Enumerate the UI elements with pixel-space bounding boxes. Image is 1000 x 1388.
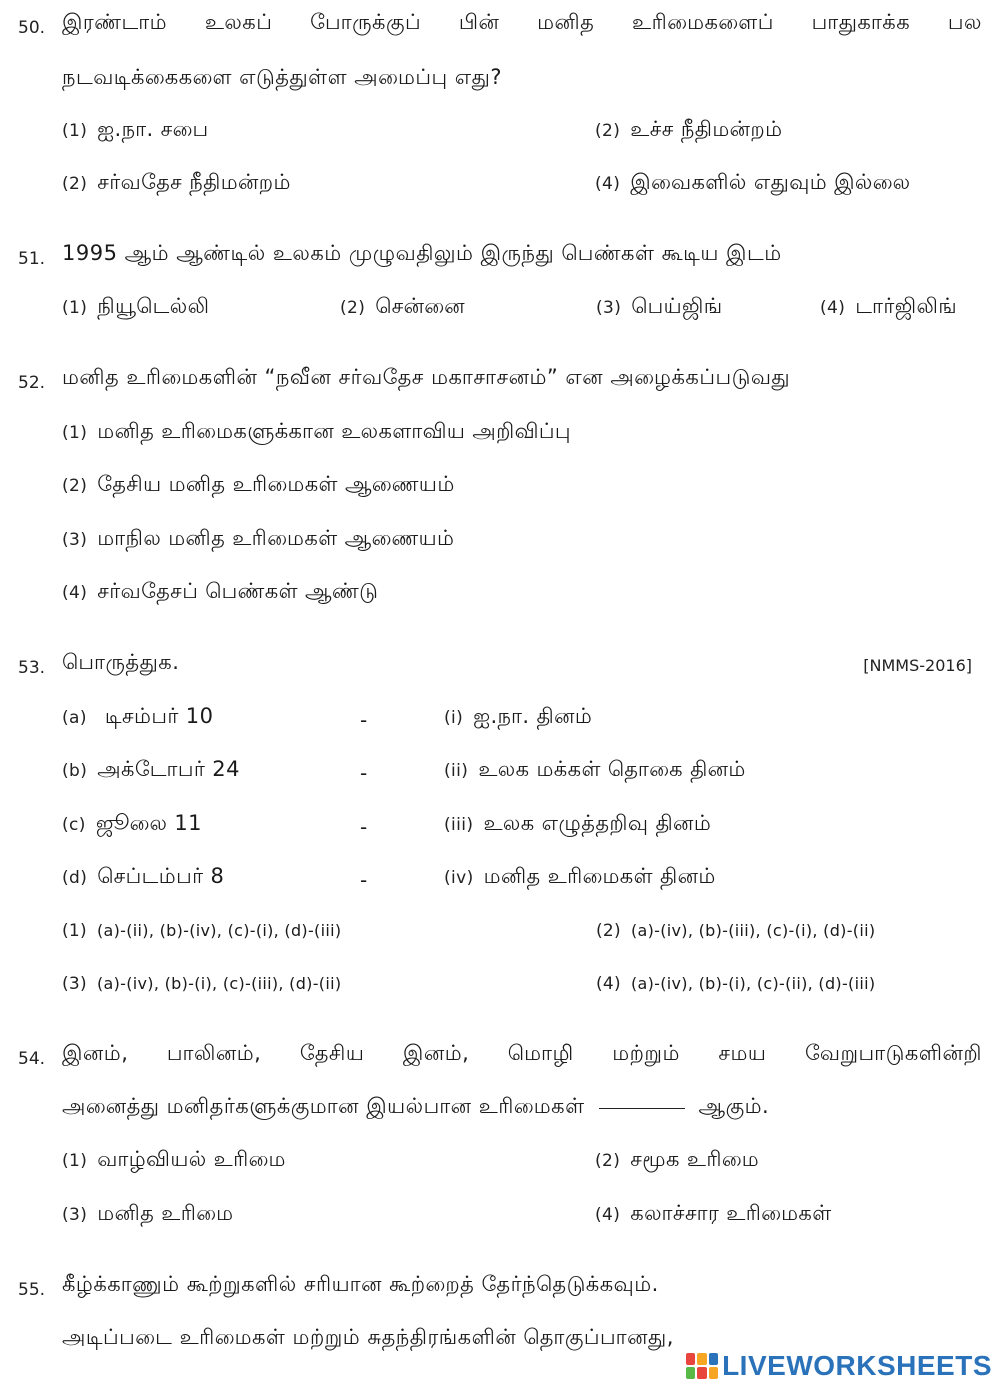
- question-text: இனம், பாலினம், தேசிய இனம், மொழி மற்றும் சமய வேறுபாடுகளின்றி: [62, 1041, 982, 1065]
- option[interactable]: (2) உச்ச நீதிமன்றம்: [595, 117, 783, 141]
- option[interactable]: (3) மாநில மனித உரிமைகள் ஆணையம்: [62, 526, 455, 550]
- question-52-line1: [0, 365, 1000, 405]
- match-row: [0, 811, 1000, 851]
- match-left: (c) ஜூலை 11: [62, 811, 202, 835]
- match-right: (i) ஐ.நா. தினம்: [444, 704, 593, 728]
- option[interactable]: (3) மனித உரிமை: [62, 1201, 234, 1225]
- question-number: 55.: [18, 1280, 46, 1300]
- match-left: (a) டிசம்பர் 10: [62, 704, 214, 728]
- question-number: 52.: [18, 373, 46, 393]
- question-53-options-row2: [0, 974, 1000, 1014]
- liveworksheets-logo: [686, 1350, 992, 1382]
- question-text: 1995 ஆம் ஆண்டில் உலகம் முழுவதிலும் இருந்து பெண்கள் கூடிய இடம்: [62, 241, 782, 265]
- question-53-line1: [0, 650, 1000, 690]
- question-text: பொருத்துக.: [62, 650, 180, 674]
- question-51-options: [0, 294, 1000, 334]
- option[interactable]: (4) இவைகளில் எதுவும் இல்லை: [595, 170, 911, 194]
- match-row: [0, 864, 1000, 904]
- option[interactable]: (4) (a)-(iv), (b)-(i), (c)-(ii), (d)-(iii): [596, 974, 876, 994]
- question-text: அனைத்து மனிதர்களுக்குமான இயல்பான உரிமைகள் ஆகும்.: [62, 1094, 770, 1118]
- question-52-option-3: [0, 526, 1000, 566]
- option[interactable]: (4) டார்ஜிலிங்: [820, 294, 958, 318]
- option[interactable]: (1) நியூடெல்லி: [62, 294, 210, 318]
- option[interactable]: (1) (a)-(ii), (b)-(iv), (c)-(i), (d)-(iii): [62, 921, 342, 941]
- answer-blank[interactable]: [599, 1108, 685, 1109]
- match-right: (iii) உலக எழுத்தறிவு தினம்: [444, 811, 712, 835]
- question-55-line1: [0, 1272, 1000, 1312]
- match-left: (d) செப்டம்பர் 8: [62, 864, 225, 888]
- option[interactable]: (2) தேசிய மனித உரிமைகள் ஆணையம்: [62, 472, 455, 496]
- option[interactable]: (4) கலாச்சார உரிமைகள்: [595, 1201, 832, 1225]
- question-text: கீழ்க்காணும் கூற்றுகளில் சரியான கூற்றைத் தேர்ந்தெடுக்கவும்.: [62, 1272, 659, 1296]
- question-number: 50.: [18, 18, 46, 38]
- option[interactable]: (2) சென்னை: [340, 294, 466, 318]
- option[interactable]: (1) ஐ.நா. சபை: [62, 117, 209, 141]
- logo-mark-icon: [686, 1353, 718, 1379]
- match-right: (iv) மனித உரிமைகள் தினம்: [444, 864, 716, 888]
- match-right: (ii) உலக மக்கள் தொகை தினம்: [444, 757, 746, 781]
- question-54-line1: [0, 1041, 1000, 1081]
- logo-text: LIVEWORKSHEETS: [722, 1350, 992, 1381]
- match-dash: -: [360, 708, 368, 732]
- option[interactable]: (2) சமூக உரிமை: [595, 1147, 760, 1171]
- question-54-options-row2: [0, 1201, 1000, 1241]
- question-50-line2: [0, 65, 1000, 105]
- question-54-options-row1: [0, 1147, 1000, 1187]
- option[interactable]: (4) சர்வதேசப் பெண்கள் ஆண்டு: [62, 579, 379, 603]
- option[interactable]: (1) மனித உரிமைகளுக்கான உலகளாவிய அறிவிப்பு: [62, 419, 571, 443]
- match-left: (b) அக்டோபர் 24: [62, 757, 240, 781]
- question-51-line1: [0, 241, 1000, 281]
- question-number: 53.: [18, 658, 46, 678]
- exam-tag: [NMMS-2016]: [863, 656, 972, 675]
- question-50-options-row1: [0, 117, 1000, 157]
- question-54-line2: [0, 1094, 1000, 1134]
- match-row: [0, 704, 1000, 744]
- option[interactable]: (3) பெய்ஜிங்: [596, 294, 723, 318]
- match-dash: -: [360, 761, 368, 785]
- option[interactable]: (2) சர்வதேச நீதிமன்றம்: [62, 170, 291, 194]
- question-53-options-row1: [0, 921, 1000, 961]
- question-52-option-2: [0, 472, 1000, 512]
- question-number: 51.: [18, 249, 46, 269]
- question-50-options-row2: [0, 170, 1000, 210]
- match-dash: -: [360, 868, 368, 892]
- question-text: நடவடிக்கைகளை எடுத்துள்ள அமைப்பு எது?: [62, 65, 503, 89]
- question-50-line1: [0, 10, 1000, 50]
- question-52-option-1: [0, 419, 1000, 459]
- match-dash: -: [360, 815, 368, 839]
- option[interactable]: (2) (a)-(iv), (b)-(iii), (c)-(i), (d)-(ii): [596, 921, 876, 941]
- question-text: அடிப்படை உரிமைகள் மற்றும் சுதந்திரங்களின் தொகுப்பானது,: [62, 1325, 674, 1349]
- option[interactable]: (3) (a)-(iv), (b)-(i), (c)-(iii), (d)-(ii): [62, 974, 342, 994]
- question-52-option-4: [0, 579, 1000, 619]
- question-text: இரண்டாம் உலகப் போருக்குப் பின் மனித உரிமைகளைப் பாதுகாக்க பல: [62, 10, 982, 34]
- match-row: [0, 757, 1000, 797]
- question-text: மனித உரிமைகளின் “நவீன சர்வதேச மகாசாசனம்” என அழைக்கப்படுவது: [62, 365, 791, 389]
- question-number: 54.: [18, 1049, 46, 1069]
- option[interactable]: (1) வாழ்வியல் உரிமை: [62, 1147, 286, 1171]
